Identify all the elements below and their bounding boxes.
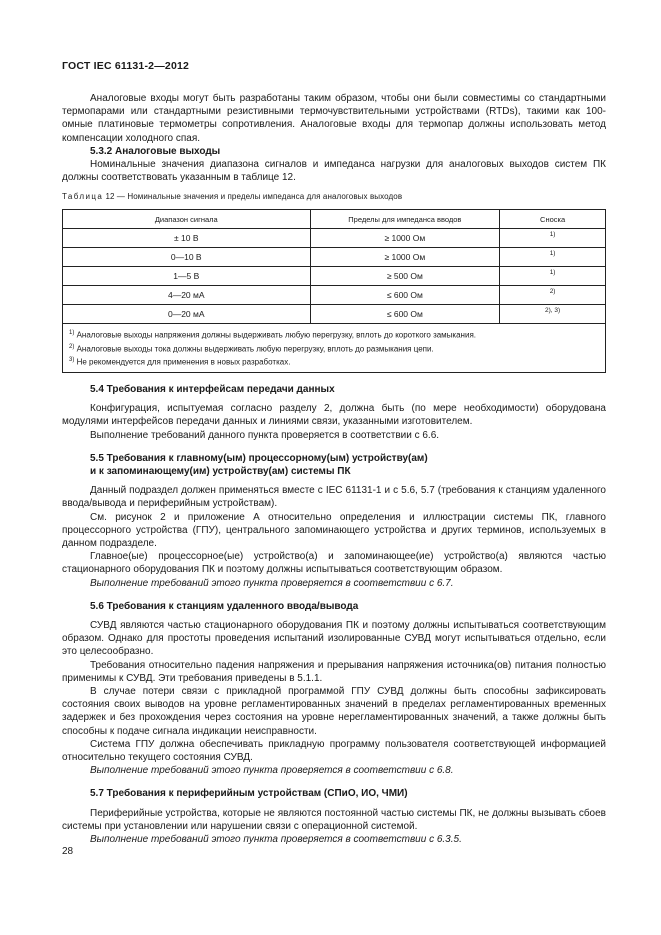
cell-range: 0—10 В (63, 248, 311, 267)
section-5-5-heading-line2: и к запоминающему(им) устройству(ам) системы ПК (90, 465, 351, 477)
footnote-mark: 2) (69, 343, 75, 350)
cell-note: 2) (500, 286, 606, 305)
cell-range: 1—5 В (63, 267, 311, 286)
header-signal-range: Диапазон сигнала (63, 210, 311, 229)
table-header-row (63, 210, 606, 229)
cell-limit: ≥ 500 Ом (310, 267, 500, 286)
section-5-5-p4: Выполнение требований этого пункта проверяется в соответствии с 6.7. (90, 577, 454, 589)
cell-note: 1) (500, 267, 606, 286)
footnote-1 (69, 328, 599, 341)
table-row (63, 267, 606, 286)
header-footnote: Сноска (500, 210, 606, 229)
section-5-5-p2: См. рисунок 2 и приложение А относительно определения и иллюстрации системы ПК, главного процессорного устройства (ГПУ), центрального запоминающего устройства и других терминов, используемых в данном подразделе. (62, 511, 606, 549)
cell-range: 4—20 мА (63, 286, 311, 305)
page-header: ГОСТ IEC 61131-2—2012 (62, 60, 190, 72)
page-content (62, 92, 606, 846)
section-5-6-p5: Выполнение требований этого пункта проверяется в соответствии с 6.8. (90, 765, 454, 777)
footnote-text: Не рекомендуется для применения в новых разработках. (74, 357, 291, 367)
section-5-6-heading: 5.6 Требования к станциям удаленного ввода/вывода (90, 600, 359, 612)
table-row (63, 248, 606, 267)
section-5-4-heading: 5.4 Требования к интерфейсам передачи данных (90, 383, 335, 395)
table-12 (62, 209, 606, 372)
cell-limit: ≥ 1000 Ом (310, 248, 500, 267)
section-5-5-p1: Данный подраздел должен применяться вместе с IEC 61131-1 и с 5.6, 5.7 (требования к станциям удаленного ввода/вывода и периферийным устройствам). (62, 485, 606, 510)
section-5-3-2-heading: 5.3.2 Аналоговые выходы (90, 145, 221, 157)
footnote-2 (69, 342, 599, 355)
section-5-6-p1: СУВД являются частью стационарного оборудования ПК и поэтому должны испытываться соответствующим образом. Однако для простоты проведения испытаний изолированные СУВД могут испытываться отдельно, если это целесообразно. (62, 619, 606, 658)
cell-note: 1) (500, 229, 606, 248)
header-impedance-limits: Пределы для импеданса вводов (310, 210, 500, 229)
cell-limit: ≥ 1000 Ом (310, 229, 500, 248)
footnote-text: Аналоговые выходы напряжения должны выдерживать любую перегрузку, вплоть до короткого замыкания. (74, 331, 476, 341)
table-footnotes (63, 324, 606, 372)
section-5-7-p1: Периферийные устройства, которые не являются постоянной частью системы ПК, не должны вызывать сбоев системы при установлении или нарушении связи с операционной системой. (62, 807, 606, 832)
section-5-4-p2: Выполнение требований данного пункта проверяется в соответствии с 6.6. (90, 429, 440, 441)
cell-limit: ≤ 600 Ом (310, 305, 500, 324)
table-title: 12 — Номинальные значения и пределы импеданса для аналоговых выходов (103, 192, 403, 202)
page-number: 28 (62, 846, 74, 857)
section-5-3-2-text: Номинальные значения диапазона сигналов и импеданса нагрузки для аналоговых выходов систем ПК должны соответствовать указанным в таблице 12. (62, 159, 606, 184)
table-label: Таблица (62, 192, 104, 202)
cell-note: 1) (500, 248, 606, 267)
section-5-5-p3: Главное(ые) процессорное(ые) устройство(а) и запоминающее(ие) устройство(а) являются частью стационарного оборудования ПК и поэтому должны испытываться соответствующим образом. (62, 551, 606, 576)
analog-inputs-paragraph: Аналоговые входы могут быть разработаны таким образом, чтобы они были совместимы со стандартными термопарами или стандартными резистивными термочувствительными устройствами (RTDs), такими как 100-омные платиновые термометры сопротивления. Аналоговые входы для термопар должны использовать метод компенсации холодного спая. (62, 93, 606, 144)
footnote-mark: 3) (69, 356, 75, 363)
cell-note: 2), 3) (500, 305, 606, 324)
table-row (63, 286, 606, 305)
table-row (63, 305, 606, 324)
section-5-6-p4: Система ГПУ должна обеспечивать прикладную программу пользователя соответствующей информацией относительно текущего состояния СУВД. (62, 738, 606, 763)
table-footnotes-row (63, 324, 606, 372)
cell-range: 0—20 мА (63, 305, 311, 324)
section-5-6-p3: В случае потери связи с прикладной программой ГПУ СУВД должны быть способны зафиксировать состояния своих выводов на уровне регламентированных значений в пределах регламентированных временных задержек и без прохождения через состояния на уровне нерегламентированных значений, а также должны быть способны к подаче сигнала индикации неисправности. (62, 685, 606, 737)
section-5-6-p2: Требования относительно падения напряжения и прерывания напряжения источника(ов) питания полностью применимы к СУВД. Эти требования приведены в 5.1.1. (62, 659, 606, 684)
table-12-caption (62, 192, 606, 201)
footnote-3 (69, 355, 599, 368)
footnote-text: Аналоговые выходы тока должны выдерживать любую перегрузку, вплоть до размыкания цепи. (74, 344, 434, 354)
table-row (63, 229, 606, 248)
section-5-5-heading-line1: 5.5 Требования к главному(ым) процессорному(ым) устройству(ам) (90, 452, 428, 464)
section-5-4-p1: Конфигурация, испытуемая согласно разделу 2, должна быть (по мере необходимости) оборудована модулями интерфейсов передачи данных и линиями связи, указанными изготовителем. (62, 403, 606, 428)
footnote-mark: 1) (69, 330, 75, 337)
cell-range: ± 10 В (63, 229, 311, 248)
cell-limit: ≤ 600 Ом (310, 286, 500, 305)
section-5-7-heading: 5.7 Требования к периферийным устройствам (СПиО, ИО, ЧМИ) (90, 788, 408, 800)
section-5-7-p2: Выполнение требований этого пункта проверяется в соответствии с 6.3.5. (90, 833, 462, 845)
